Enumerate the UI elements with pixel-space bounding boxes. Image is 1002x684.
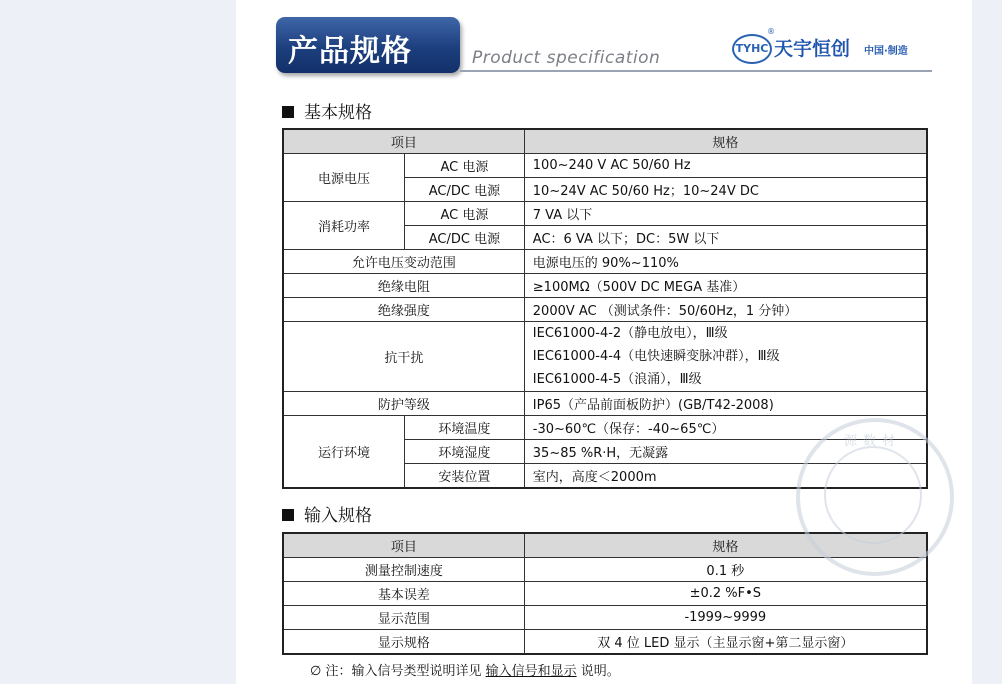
table-row xyxy=(283,606,927,630)
sub-label: AC/DC 电源 xyxy=(405,178,525,202)
square-bullet-icon xyxy=(282,106,294,118)
row-label: 显示范围 xyxy=(283,606,524,630)
table-row xyxy=(283,630,927,655)
header-rule xyxy=(460,70,932,72)
spec-value: ≥100MΩ（500V DC MEGA 基准） xyxy=(524,274,927,298)
footnote xyxy=(310,660,620,679)
square-bullet-icon xyxy=(282,509,294,521)
row-label: 抗干扰 xyxy=(283,322,524,392)
table-row xyxy=(283,154,927,178)
sub-label: AC/DC 电源 xyxy=(405,226,525,250)
column-header-item: 项目 xyxy=(283,129,524,154)
watermark-stamp-icon xyxy=(796,418,954,576)
column-header-spec: 规格 xyxy=(524,533,927,558)
spec-value-multiline xyxy=(524,322,927,392)
column-header-item: 项目 xyxy=(283,533,524,558)
spec-value: 35~85 %R·H，无凝露 xyxy=(524,440,927,464)
section-input-heading: 输入规格 xyxy=(282,501,372,526)
spec-value: -1999~9999 xyxy=(524,606,927,630)
sub-label: 环境湿度 xyxy=(405,440,525,464)
row-label: 电源电压 xyxy=(283,154,405,202)
row-label: 防护等级 xyxy=(283,392,524,416)
column-header-spec: 规格 xyxy=(524,129,927,154)
spec-value: 10~24V AC 50/60 Hz；10~24V DC xyxy=(524,178,927,202)
table-row xyxy=(283,322,927,392)
logo-badge-icon: TYHC xyxy=(732,34,772,64)
row-label: 允许电压变动范围 xyxy=(283,250,524,274)
spec-value: 室内，高度＜2000m xyxy=(524,464,927,489)
table-row xyxy=(283,392,927,416)
registered-mark: ® xyxy=(767,27,775,36)
sub-label: AC 电源 xyxy=(405,202,525,226)
row-label: 显示规格 xyxy=(283,630,524,655)
brand-name: 天宇恒创 xyxy=(774,38,851,60)
spec-value: 100~240 V AC 50/60 Hz xyxy=(524,154,927,178)
table-row xyxy=(283,202,927,226)
spec-value: ±0.2 %F•S xyxy=(524,582,927,606)
footnote-prefix: ∅ 注：输入信号类型说明详见 xyxy=(310,664,486,679)
spec-line: IEC61000-4-4（电快速瞬变脉冲群），Ⅲ级 xyxy=(532,349,780,364)
brand-logo xyxy=(732,27,932,66)
sub-label: AC 电源 xyxy=(405,154,525,178)
spec-value: 0.1 秒 xyxy=(524,558,927,582)
table-header-row xyxy=(283,129,927,154)
spec-line: IEC61000-4-2（静电放电），Ⅲ级 xyxy=(532,326,728,341)
footnote-suffix: 说明。 xyxy=(576,664,620,679)
row-label: 测量控制速度 xyxy=(283,558,524,582)
row-label: 消耗功率 xyxy=(283,202,405,250)
footnote-link[interactable]: 输入信号和显示 xyxy=(485,664,577,679)
row-label: 基本误差 xyxy=(283,582,524,606)
row-label: 绝缘电阻 xyxy=(283,274,524,298)
spec-sheet xyxy=(236,0,972,684)
section-basic-heading: 基本规格 xyxy=(282,98,372,123)
table-row xyxy=(283,250,927,274)
spec-value: -30~60℃（保存：-40~65℃） xyxy=(524,416,927,440)
spec-value: IP65（产品前面板防护）(GB/T42-2008) xyxy=(524,392,927,416)
spec-value: 电源电压的 90%~110% xyxy=(524,250,927,274)
sub-label: 环境温度 xyxy=(405,416,525,440)
made-in-china: 中国·制造 xyxy=(864,46,908,57)
spec-value: 双 4 位 LED 显示（主显示窗+第二显示窗） xyxy=(524,630,927,655)
table-row xyxy=(283,298,927,322)
stamp-text: 源数材 xyxy=(844,434,902,449)
row-label: 绝缘强度 xyxy=(283,298,524,322)
stamp-inner-ring xyxy=(824,446,922,544)
title-banner xyxy=(276,17,460,73)
table-row xyxy=(283,582,927,606)
spec-value: AC：6 VA 以下；DC：5W 以下 xyxy=(524,226,927,250)
page-title: 产品规格 xyxy=(288,34,412,69)
spec-value: 2000V AC （测试条件：50/60Hz，1 分钟） xyxy=(524,298,927,322)
spec-value: 7 VA 以下 xyxy=(524,202,927,226)
sub-label: 安装位置 xyxy=(405,464,525,489)
table-row xyxy=(283,274,927,298)
row-label: 运行环境 xyxy=(283,416,405,489)
page-subtitle: Product specification xyxy=(472,48,661,68)
spec-line: IEC61000-4-5（浪涌），Ⅲ级 xyxy=(532,372,702,387)
